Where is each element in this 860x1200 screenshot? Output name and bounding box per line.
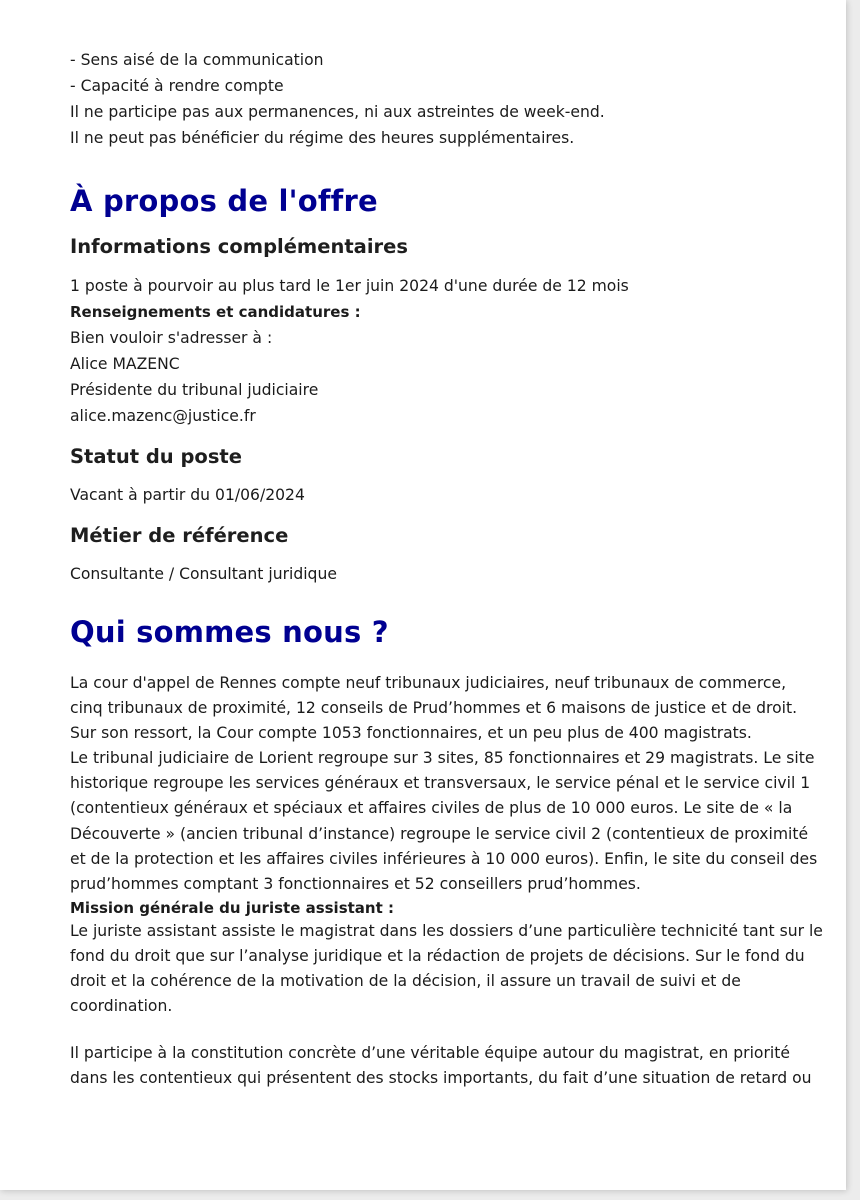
- paragraph-line: Il participe à la constitution concrète d’une véritable équipe autour du magistrat, en priorité: [70, 1044, 790, 1063]
- paragraph-line: prud’hommes comptant 3 fonctionnaires et 52 conseillers prud’hommes.: [70, 874, 641, 893]
- document-content: [70, 47, 823, 1091]
- contact-title: Présidente du tribunal judiciaire: [70, 381, 319, 399]
- intro-line: Il ne participe pas aux permanences, ni aux astreintes de week-end.: [70, 103, 605, 121]
- paragraph-line: Sur son ressort, la Cour compte 1053 fonctionnaires, et un peu plus de 400 magistrats.: [70, 724, 752, 743]
- job-heading: Métier de référence: [70, 524, 289, 547]
- paragraph-line: historique regroupe les services généraux et transversaux, le service pénal et le service civil 1: [70, 774, 811, 793]
- job-value: Consultante / Consultant juridique: [70, 565, 337, 583]
- mission-label: Mission générale du juriste assistant :: [70, 898, 394, 917]
- paragraph-line: dans les contentieux qui présentent des stocks importants, du fait d’une situation de retard ou: [70, 1069, 812, 1088]
- paragraph-line: La cour d'appel de Rennes compte neuf tribunaux judiciaires, neuf tribunaux de commerce,: [70, 674, 787, 692]
- about-paragraph-3: [70, 1041, 820, 1091]
- info-heading: Informations complémentaires: [70, 235, 408, 258]
- contact-email: alice.mazenc@justice.fr: [70, 407, 256, 425]
- info-line: 1 poste à pourvoir au plus tard le 1er juin 2024 d'une durée de 12 mois: [70, 277, 629, 295]
- contact-label: Renseignements et candidatures :: [70, 303, 361, 321]
- intro-line: - Sens aisé de la communication: [70, 51, 324, 69]
- paragraph-line: fond du droit que sur l’analyse juridique et la rédaction de projets de décisions. Sur le fond du: [70, 946, 805, 965]
- intro-line: Il ne peut pas bénéficier du régime des heures supplémentaires.: [70, 129, 575, 147]
- contact-line: Bien vouloir s'adresser à :: [70, 329, 273, 347]
- contact-name: Alice MAZENC: [70, 355, 180, 373]
- intro-block: [70, 47, 820, 151]
- status-heading: Statut du poste: [70, 445, 242, 468]
- paragraph-line: (contentieux généraux et spéciaux et affaires civiles de plus de 10 000 euros. Le site de « la: [70, 799, 793, 818]
- paragraph-line: droit et la cohérence de la motivation de la décision, il assure un travail de suivi et de: [70, 972, 741, 991]
- about-paragraph-2: [70, 919, 823, 1019]
- section-heading-about: Qui sommes nous ?: [70, 615, 389, 649]
- paragraph-line: coordination.: [70, 997, 173, 1016]
- status-value: Vacant à partir du 01/06/2024: [70, 486, 305, 504]
- paragraph-line: cinq tribunaux de proximité, 12 conseils de Prud’hommes et 6 maisons de justice et de droit.: [70, 699, 798, 718]
- paragraph-line: Découverte » (ancien tribunal d’instance) regroupe le service civil 2 (contentieux de proximité: [70, 824, 809, 843]
- paragraph-line: Le tribunal judiciaire de Lorient regroupe sur 3 sites, 85 fonctionnaires et 29 magistrats. Le site: [70, 749, 815, 768]
- paragraph-line: et de la protection et les affaires civiles inférieures à 10 000 euros). Enfin, le site du conseil des: [70, 849, 818, 868]
- about-paragraph-1: [70, 671, 820, 897]
- section-heading-offer: À propos de l'offre: [70, 184, 378, 218]
- intro-line: - Capacité à rendre compte: [70, 77, 284, 95]
- paragraph-line: Le juriste assistant assiste le magistrat dans les dossiers d’une particulière technicité tant sur le: [70, 921, 823, 940]
